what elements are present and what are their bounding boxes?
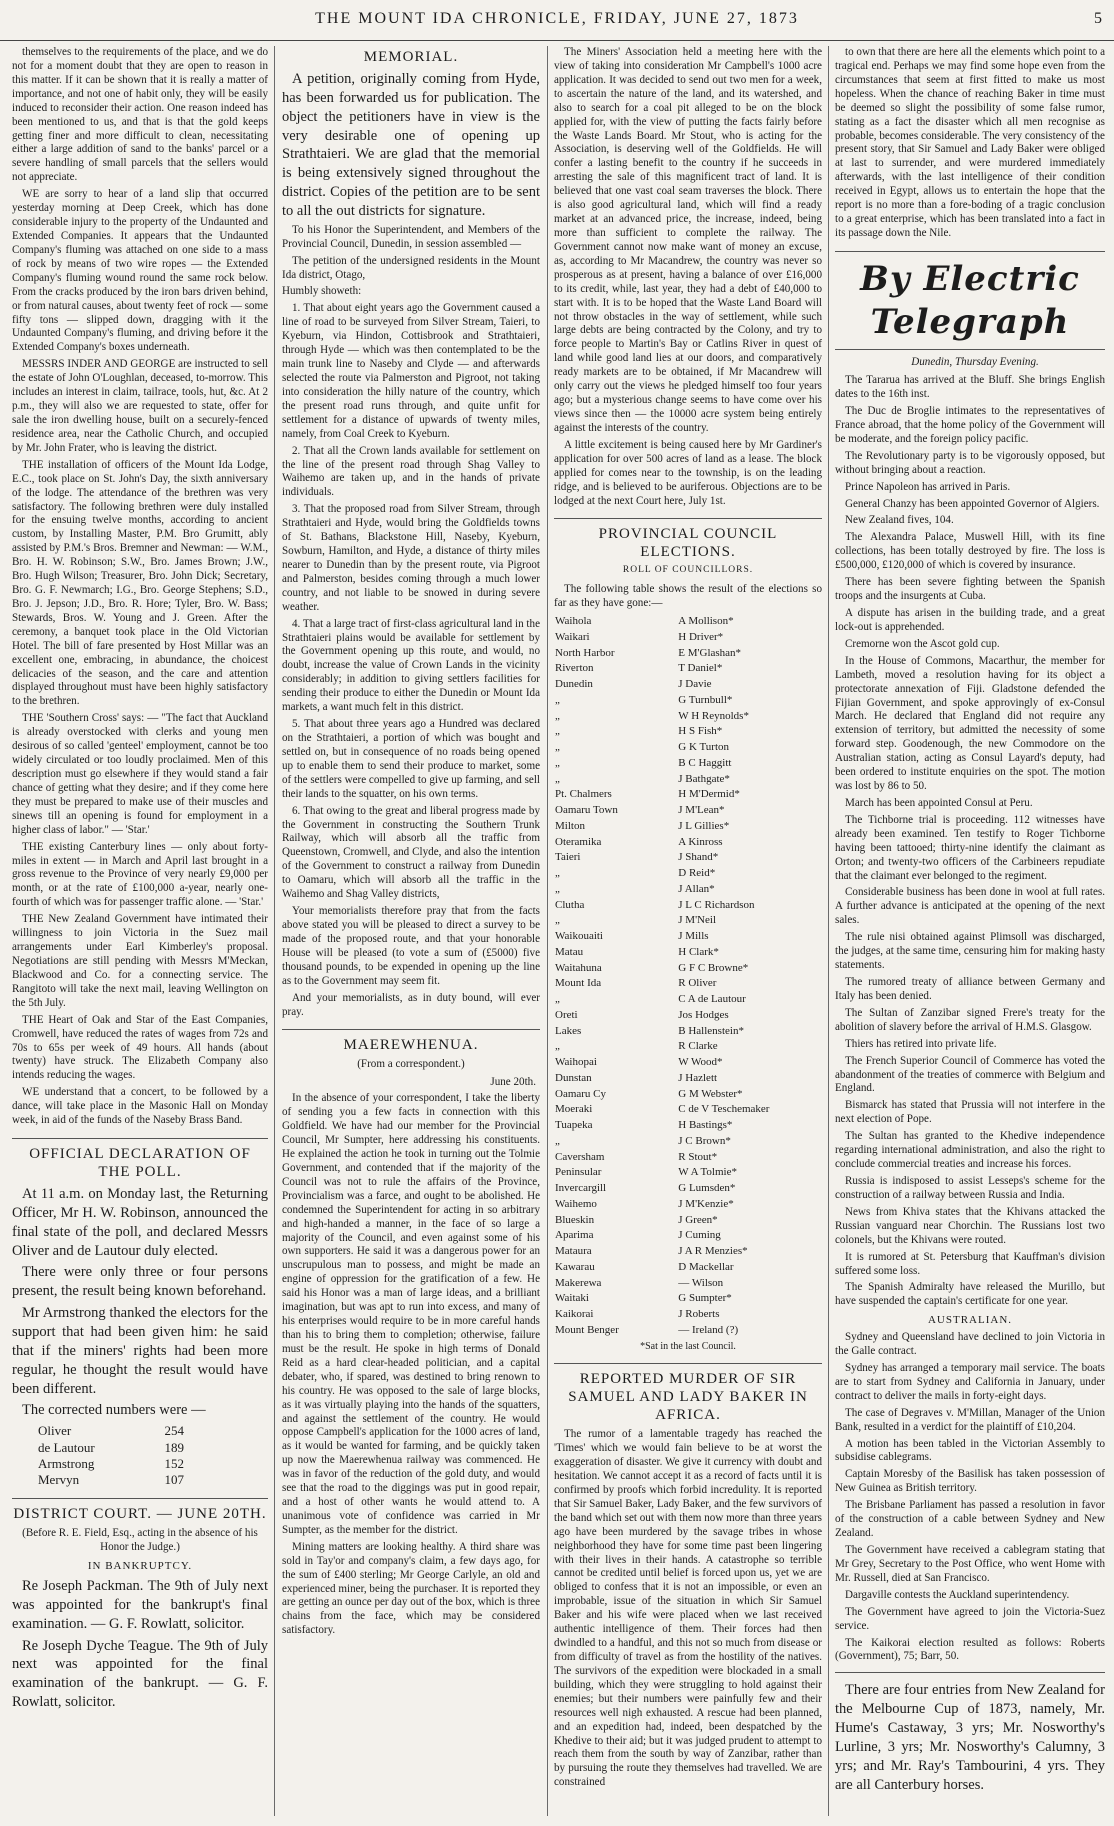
telegraph-item: The Tararua has arrived at the Bluff. She brings English dates to the 16th inst. — [835, 374, 1105, 401]
news-paragraph: THE installation of officers of the Mount Ida Lodge, E.C., took place on St. John's Day, the sixth anniversary of the lodge. The attendance of the brethren was very satisfactory. The following brethren were duly installed for the ensuing twelve months, according to ancient custom, by Installing Master, P.M. Bro Grumitt, ably assisted by P.M.'s Bros. Bremner and Newman: — W.M., Bro. H. W. Robinson; S.W., Bro. James Brown; J.W., Bro. Hugh Wilson; Treasurer, Bro. John Dick; Secretary, Bro. G. F. Newmarch; I.G., Bro. George Stephens; S.D., Bro. J. Jepson; J.D., Bro. R. Hore; Tyler, Bro. W. Bass; Stewards, Bros. W. Young and J. Green. After the ceremony, a banquet took place in the Old Victorian Hotel. The bill of fare presented by Host Millar was an excellent one, embracing, in abundance, the choicest delicacies of the season, and the care and attention displayed throughout must have been highly satisfactory to the brethren. — [12, 458, 268, 708]
councillor-row — [554, 709, 822, 725]
councillor-row — [554, 787, 822, 803]
telegraph-item: The Alexandra Palace, Muswell Hill, with its fine collections, has been totally destroyed by fire. The loss is £500,000, £120,000 of which is covered by insurance. — [835, 531, 1105, 572]
australian-news — [835, 1331, 1105, 1664]
page-number: 5 — [1094, 10, 1102, 27]
councillor-name: J M'Kenzie* — [678, 1197, 734, 1210]
councillor-name: G Lumsden* — [678, 1182, 736, 1195]
councillor-row — [554, 772, 822, 788]
councillors-table — [554, 614, 822, 1339]
memorial-heading: MEMORIAL. — [363, 49, 459, 65]
councillor-row — [554, 835, 822, 851]
district-name: „ — [555, 914, 560, 927]
councillor-name: J L C Richardson — [678, 898, 755, 911]
telegraph-item: Russia is indisposed to assist Lesseps's scheme for the construction of a railway between Russia and India. — [835, 1175, 1105, 1201]
roll-heading: ROLL OF COUNCILLORS. — [622, 565, 754, 576]
councillor-name: G K Turton — [678, 741, 730, 754]
australian-item: The Government have agreed to join the Victoria-Suez service. — [835, 1605, 1105, 1632]
candidate-name: Mervyn — [38, 1472, 80, 1488]
councillor-row — [554, 1291, 822, 1307]
councillor-name: C A de Lautour — [678, 993, 746, 1006]
declaration-paragraph: The corrected numbers were — — [22, 1402, 206, 1419]
councillor-name: J L Gillies* — [678, 819, 730, 832]
district-name: Waihola — [555, 615, 592, 628]
baker-continued: to own that there are here all the elements which point to a tragical end. Perhaps we may find some hope even from the circumstances that seem at first fitted to make us most hopeless. When the chance of reaching Baker in time must be deemed so slight the possibility of some false rumor, stating as a fact the disaster which all men recognise as probable, becomes considerable. The very consistency of the present story, that Sir Samuel and Lady Baker were obliged at last to surrender, and were murdered immediately afterwards, with the last intelligence of their condition received in Egypt, allows us to entertain the hope that the report is no more than a fore-boding of a tragic conclusion to a great enterprise, which has been translated into a fact in its passage down the Nile. — [835, 46, 1105, 239]
telegraph-item: Thiers has retired into private life. — [845, 1037, 997, 1050]
telegraph-item: Prince Napoleon has arrived in Paris. — [845, 480, 1011, 493]
councillor-row — [554, 1307, 822, 1323]
councillor-name: J Davie — [678, 678, 712, 691]
councillor-row — [554, 1165, 822, 1181]
district-name: Waihemo — [555, 1197, 597, 1210]
elections-heading: PROVINCIAL COUNCIL ELECTIONS. — [554, 518, 822, 561]
section-rule — [835, 1672, 1105, 1677]
councillor-name: J Shand* — [678, 851, 719, 864]
telegraph-banner: By Electric Telegraph — [835, 251, 1105, 350]
district-name: Waihopai — [555, 1056, 597, 1069]
australian-item: Sydney and Queensland have declined to join Victoria in the Galle contract. — [835, 1331, 1105, 1358]
councillor-row — [554, 913, 822, 929]
petition-paragraph: 1. That about eight years ago the Government caused a line of road to be surveyed from Silver Stream, Taieri, to Kyeburn, via Hindon, Cottisbrook and Strathtaieri, through Hyde — which was then contemplated to be the main trunk line to Naseby and Clyde — and afterwards selected the route via Palmerston and Pigroot, not taking into consideration the hilly nature of the country, which the present road runs through, and quite unfit for settlement for a distance of upwards of twenty miles, namely, from Coal Creek to Kyeburn. — [282, 302, 540, 440]
address-line: To his Honor the Superintendent, and Members of the Provincial Council, Dunedin, in session assembled — — [282, 223, 540, 250]
councillor-name: C de V Teschemaker — [678, 1103, 770, 1116]
telegraph-item: The Revolutionary party is to be vigorously opposed, but without bringing about a reaction. — [835, 449, 1105, 476]
councillor-row — [554, 1039, 822, 1055]
petition-paragraph: 6. That owing to the great and liberal progress made by the Government in constructing the Southern Trunk Railway, which will absorb all the traffic from Queenstown, Cromwell, and Clyde, and also the intention of the Government to construct a railway from Dunedin to Oamaru, which will absorb all the traffic in the Waihemo and Shag Valley districts, — [282, 804, 540, 901]
bankruptcy-subhead: IN BANKRUPTCY. — [87, 1560, 193, 1573]
district-name: Tuapeka — [555, 1119, 593, 1132]
telegraph-item: There has been severe fighting between the Spanish troops and the insurgents at Cuba. — [835, 576, 1105, 603]
candidate-votes: 107 — [164, 1472, 184, 1488]
district-name: Milton — [555, 819, 585, 832]
news-paragraph: THE existing Canterbury lines — only about forty-miles in extent — in March and April last brought in a gross revenue to the Province of very nearly £9,000 per month, or at the rate of £100,000 a-year, nearly one-fourth of which was for passenger traffic alone. — 'Star.' — [12, 840, 268, 909]
district-name: Peninsular — [555, 1166, 602, 1179]
district-name: Waikouaiti — [555, 930, 603, 943]
petition-paragraph: 2. That all the Crown lands available for settlement on the line of the present road through Shag Valley to Waihemo are taken up, and in the hands of private individuals. — [282, 444, 540, 499]
councillor-row — [554, 614, 822, 630]
councillor-name: H S Fish* — [678, 725, 723, 738]
column-3 — [554, 46, 822, 1818]
district-name: Aparima — [555, 1229, 594, 1242]
district-name: „ — [555, 882, 560, 895]
district-name: Dunedin — [555, 678, 593, 691]
maerewhenua-paragraph: In the absence of your correspondent, I take the liberty of sending you a few facts in connection with this Goldfield. We have had our member for the Provincial Council, Mr Sumpter, here addressing his constituents. He explained the action he took in turning out the Tolmie Government, and contended that if the majority of the Council was not to rule the affairs of the Province, Provincialism was a farce, and ought to be abolished. He condemned the Superintendent for acting in so arbitrary and high-handed a manner, in the face of so large a majority of the Council, and even against some of his own supporters. He said it was a dangerous power for an unscrupulous man to possess, and might be made an engine of oppression for the gratification of a few. He said his Honor was a man of large ideas, and a brilliant imagination, but was apt to run into excess, and many of his enterprises would require to be in more careful hands than his to bring them to completion; otherwise, failure must be the result. He spoke in high terms of Donald Reid as a hard clear-headed politician, and a capital debater, who, if spared, was destined to bring renown to his country. He was opposed to the sale of large blocks, as it was virtually playing into the hands of the squatters, and against the settlement of the country. He would oppose Campbell's application for the 1000 acres of land, as it would be wanted for farming, and be quickly taken up now the Maerewhenua railway was commenced. He was in favor of the reduction of the gold duty, and would see that the road to the diggings was put in good repair, and a host of other wants he would attend to. A unanimous vote of confidence was carried in Mr Sumpter, as the member for the district. — [282, 1092, 540, 1536]
telegraph-item: The Spanish Admiralty have released the Murillo, but have suspended the captain's certificate for one year. — [835, 1281, 1105, 1308]
poll-table — [36, 1423, 186, 1488]
court-intro: (Before R. E. Field, Esq., acting in the absence of his Honor the Judge.) — [22, 1527, 258, 1554]
declaration-paragraph: There were only three or four persons present, the result being known beforehand. — [12, 1264, 268, 1300]
district-name: Pt. Chalmers — [555, 788, 612, 801]
petition-paragraph: And your memorialists, as in duty bound, will ever pray. — [282, 991, 540, 1018]
councillor-row — [554, 929, 822, 945]
councillor-name: T Daniel* — [678, 662, 723, 675]
australian-item: Captain Moresby of the Basilisk has taken possession of New Guinea as British territory. — [835, 1468, 1105, 1495]
column-rule — [547, 46, 548, 1816]
newspaper-title: THE MOUNT IDA CHRONICLE, FRIDAY, JUNE 27, 1873 — [315, 10, 799, 27]
telegraph-item: Considerable business has been done in wool at full rates. A further advance is anticipated at the opening of the next sales. — [835, 886, 1105, 927]
councillor-name: J Roberts — [678, 1308, 720, 1321]
councillor-row — [554, 740, 822, 756]
councillor-name: J Green* — [678, 1213, 718, 1226]
councillor-name: J M'Lean* — [678, 804, 725, 817]
councillor-name: A Mollison* — [678, 615, 734, 628]
roll-intro: The following table shows the result of the elections so far as they have gone:— — [554, 583, 822, 610]
district-name: Lakes — [555, 1024, 582, 1037]
telegraph-item: Bismarck has stated that Prussia will not interfere in the next election of Pope. — [835, 1099, 1105, 1126]
news-paragraph: WE understand that a concert, to be followed by a dance, will take place in the Masonic Hall on Monday week, in aid of the funds of the Naseby Brass Band. — [12, 1086, 268, 1127]
telegraph-item: March has been appointed Consul at Peru. — [845, 796, 1033, 809]
address-line: The petition of the undersigned residents in the Mount Ida district, Otago, — [282, 254, 540, 281]
councillor-name: J Cuming — [678, 1229, 721, 1242]
maerewhenua-paragraph: Mining matters are looking healthy. A third share was sold in Tay'or and company's claim, a few days ago, for the sum of £400 sterling; Mr George Carlyle, an old and experienced miner, being the purchaser. It is reported they are getting an ounce per day out of the box, which is three chains from the face, which may be considered satisfactory. — [282, 1540, 540, 1637]
telegraph-item: The rumored treaty of alliance between Germany and Italy has been denied. — [835, 976, 1105, 1002]
councillor-row — [554, 756, 822, 772]
court-paragraph: Re Joseph Packman. The 9th of July next was appointed for the bankrupt's final examination. — G. F. Rowlatt, solicitor. — [12, 1578, 268, 1632]
district-name: Oamaru Cy — [555, 1087, 607, 1100]
district-name: Makerewa — [555, 1276, 602, 1289]
councillor-name: — Wilson — [678, 1276, 724, 1289]
councillor-row — [554, 677, 822, 693]
councillor-name: H Driver* — [678, 630, 724, 643]
declaration-heading: OFFICIAL DECLARATION OF THE POLL. — [12, 1138, 268, 1181]
councillor-name: H Clark* — [678, 945, 719, 958]
councillor-row — [554, 724, 822, 740]
district-name: North Harbor — [555, 646, 615, 659]
councillor-row — [554, 1181, 822, 1197]
court-heading: DISTRICT COURT. — JUNE 20TH. — [12, 1498, 268, 1523]
councillor-name: H M'Dermid* — [678, 788, 740, 801]
local-news — [12, 46, 268, 1128]
councillor-row — [554, 1260, 822, 1276]
councillor-row — [554, 992, 822, 1008]
councillor-name: A Kinross — [678, 835, 723, 848]
australian-item: The case of Degraves v. M'Millan, Manager of the Union Bank, resulted in a verdict for the plaintiff of £10,204. — [835, 1406, 1105, 1433]
district-name: „ — [555, 772, 560, 785]
telegraph-item: The rule nisi obtained against Plimsoll was discharged, the judges, at the same time, censuring him for making hasty statements. — [835, 931, 1105, 972]
councillor-name: D Reid* — [678, 867, 716, 880]
councillor-name: B C Haggitt — [678, 756, 732, 769]
councillor-row — [554, 1228, 822, 1244]
poll-row — [36, 1456, 186, 1472]
councillor-name: W Wood* — [678, 1056, 723, 1069]
councillor-row — [554, 1008, 822, 1024]
councillor-row — [554, 1150, 822, 1166]
news-paragraph: themselves to the requirements of the place, and we do not for a moment doubt that they are open to reason in this matter. If it can be shown that it is really a matter of importance, and not one of habit only, they will be easily induced to reconsider their action. One reason indeed has been mentioned to us, and that is that the gold keeps getting finer and more difficult to clean, necessitating either a large addition of sand to the banks' parcel or a severe handling of small parcels that the sellers would not appreciate. — [12, 46, 268, 184]
councillor-row — [554, 1323, 822, 1339]
telegraph-item: The Tichborne trial is proceeding. 112 witnesses have already been examined. Ten testify to Roger Tichborne having been tattooed; thirty-nine identify the claimant as Orton; and twenty-two officers of the Carbineers repudiate that the claimant ever belonged to the regiment. — [835, 813, 1105, 882]
councillor-row — [554, 693, 822, 709]
district-name: Riverton — [555, 662, 594, 675]
district-name: Caversham — [555, 1150, 605, 1163]
masthead — [0, 0, 1114, 41]
councillor-row — [554, 1055, 822, 1071]
councillor-row — [554, 1071, 822, 1087]
councillor-row — [554, 1244, 822, 1260]
telegraph-item: A dispute has arisen in the building trade, and a great lock-out is apprehended. — [835, 606, 1105, 633]
councillor-row — [554, 866, 822, 882]
councillor-name: R Clarke — [678, 1040, 718, 1053]
councillor-name: W A Tolmie* — [678, 1166, 737, 1179]
councillor-name: J M'Neil — [678, 914, 716, 927]
councillor-name: G M Webster* — [678, 1087, 743, 1100]
councillor-name: J Allan* — [678, 882, 715, 895]
memorial-intro: A petition, originally coming from Hyde, has been forwarded us for publication. The object the petitioners have in view is the very desirable one of opening up Strathtaieri. We are glad that the memorial is being extensively signed throughout the district. Copies of the petition are to be sent to all the out districts for signature. — [282, 71, 540, 219]
district-name: „ — [555, 1134, 560, 1147]
district-name: Kawarau — [555, 1260, 595, 1273]
district-name: Oteramika — [555, 835, 602, 848]
district-name: Blueskin — [555, 1213, 595, 1226]
councillor-name: E M'Glashan* — [678, 646, 742, 659]
councillor-name: G Turnbull* — [678, 693, 733, 706]
councillor-row — [554, 1102, 822, 1118]
district-name: Mount Ida — [555, 977, 602, 990]
district-name: Mataura — [555, 1245, 592, 1258]
telegraph-item: Cremorne won the Ascot gold cup. — [845, 637, 1000, 650]
district-name: „ — [555, 867, 560, 880]
melbourne-cup-paragraph: There are four entries from New Zealand for the Melbourne Cup of 1873, namely, Mr. Hume's Castaway, 3 yrs; Mr. Nosworthy's Lurline, 3 yrs; Mr. Nosworthy's Calumny, 3 yrs; and Mr. Ray's Tambourini, 4 yrs. They are all Canterbury horses. — [835, 1682, 1105, 1793]
councillor-name: J Hazlett — [678, 1071, 718, 1084]
declaration-paragraph: At 11 a.m. on Monday last, the Returning Officer, Mr H. W. Robinson, announced the final state of the poll, and declared Messrs Oliver and de Lautour duly elected. — [12, 1186, 268, 1259]
councillor-name: H Bastings* — [678, 1119, 733, 1132]
telegraph-item: It is rumored at St. Petersburg that Kauffman's division suffered some loss. — [835, 1250, 1105, 1277]
telegraph-item: The Duc de Broglie intimates to the representatives of France abroad, that the home policy of the Government will be moderate, and the foreign policy pacific. — [835, 404, 1105, 445]
district-name: Waitahuna — [555, 961, 602, 974]
candidate-votes: 189 — [164, 1439, 184, 1455]
councillor-name: D Mackellar — [678, 1260, 734, 1273]
councillor-row — [554, 1213, 822, 1229]
councillor-row — [554, 1118, 822, 1134]
district-name: Taieri — [555, 851, 581, 864]
telegraph-item: In the House of Commons, Macarthur, the member for Lambeth, moved a resolution having for its object a protectorate annexation of Fiji. Gladstone defended the Fijian Government, and spoke approvingly of ex-Consul March. He declared that England did not require any extension of territory, but admitted the necessity of some forward step. Goodenough, the new Commodore on the Australian station, acting as Consul Layard's deputy, had been ordered to institute enquiries on the spot. The motion was lost by 86 to 50. — [835, 654, 1105, 793]
district-name: Matau — [555, 945, 584, 958]
telegraph-news — [835, 374, 1105, 1309]
news-paragraph: THE New Zealand Government have intimated their willingness to join Victoria in the Suez mail arrangements under Earl Kimberley's proposal. Negotiations are still pending with Messrs M'Meckan, Blackwood and Co. for a connecting service. The Rangitoto will take the next mail, leaving Wellington on the 5th July. — [12, 913, 268, 1009]
poll-row — [36, 1472, 186, 1488]
candidate-name: Armstrong — [38, 1455, 95, 1471]
poll-row — [36, 1440, 186, 1456]
court-paragraph: Re Joseph Dyche Teague. The 9th of July next was appointed for the final examination of the bankrupt. — G. F. Rowlatt, solicitor. — [12, 1637, 268, 1711]
district-name: Oamaru Town — [555, 804, 618, 817]
australian-item: The Government have received a cablegram stating that Mr Grey, Secretary to the Post Office, who went Home with Mr. Russell, died at San Francisco. — [835, 1544, 1105, 1584]
councillor-name: B Hallenstein* — [678, 1024, 744, 1037]
councillor-name: J A R Menzies* — [678, 1245, 748, 1258]
councillor-row — [554, 1087, 822, 1103]
candidate-name: Oliver — [38, 1423, 72, 1439]
news-paragraph: WE are sorry to hear of a land slip that occurred yesterday morning at Deep Creek, which has done considerable injury to the property of the Undaunted and Extended Companies. It appears that the Undaunted Company's fluming was attached on one side to a mass of rock by means of two wire ropes — the Extended Company's fluming wound round the same rock below. From the cracks produced by the iron bars driven behind, or from natural causes, about twenty feet of rock — some fifty tons — slipped down, dragging with it the Undaunted Company's fluming, and driving before it the Extended Company's boxes underneath. — [12, 188, 268, 354]
councillor-name: Jos Hodges — [678, 1008, 729, 1021]
news-paragraph: The Miners' Association held a meeting here with the view of taking into consideration Mr Campbell's 1000 acre application. It was decided to send out two men for a week, to ascertain the nature of the land, and its watershed, and also to search for a coal pit alleged to be on the block applied for, with the view of putting the facts fairly before the Waste Lands Board. Mr Stout, who is acting for the Association, is deserving well of the Goldfields. He will confer a lasting benefit to the country if he succeeds in arresting the sale of this magnificent tract of land. It is believed that one vast coal seam traverses the block. There is also good agricultural land, which will find a ready market at an advanced price, the increase, indeed, being more than sufficient to complete the railway. The Government cannot now make want of money an excuse, as, according to Mr Macandrew, the country was never so prosperous as at present, having a balance of over £16,000 to its credit, while, last year, they had a debt of £40,000 to start with. It is to be hoped that the Waste Land Board will not throw obstacles in the way of settlement, while such large debts are being contracted by the Colony, and try to force people to Martin's Bay or Catlins River in quest of land while good land lies at our doors, and comparatively ready markets are to be obtained, if Mr Macandrew will only carry out the views he pledged himself too four years ago; but a mysterious change seems to have come over his views since then — the 10000 acre system being entirely against the interests of the country. — [554, 46, 822, 434]
district-name: Kaikorai — [555, 1308, 594, 1321]
maerewhenua-heading: MAEREWHENUA. — [282, 1029, 540, 1054]
councillor-row — [554, 630, 822, 646]
telegraph-item: General Chanzy has been appointed Governor of Algiers. — [845, 497, 1100, 510]
telegraph-item: News from Khiva states that the Khivans attacked the Russian vanguard near Chorchin. The Russians lost two colonels, but the Khivans were routed. — [835, 1205, 1105, 1246]
councillor-row — [554, 882, 822, 898]
news-paragraph: MESSRS INDER AND GEORGE are instructed to sell the estate of John O'Loughlan, deceased, to-morrow. This includes an interest in claim, tailrace, tools, hut, &c. At 2 p.m., they will also we are requested to state, offer for sale the iron dwelling house, built on a securely-fenced residence area, near the Catholic Church, and occupied by Mr. John Frater, who is leaving the district. — [12, 358, 268, 454]
district-name: „ — [555, 1040, 560, 1053]
australian-item: Sydney has arranged a temporary mail service. The boats are to start from Sydney and California in January, under contract to deliver the mails in forty-eight days. — [835, 1361, 1105, 1402]
district-name: Dunstan — [555, 1071, 592, 1084]
declaration-paragraph: Mr Armstrong thanked the electors for the support that had been given him: he said that if the miners' rights had been more regular, he thought the result would have been different. — [12, 1305, 268, 1397]
telegraph-item: The French Superior Council of Commerce has voted the abandonment of the treaties of commerce with Belgium and England. — [835, 1054, 1105, 1095]
roll-note: *Sat in the last Council. — [640, 1340, 736, 1352]
councillor-name: G Sumpter* — [678, 1292, 732, 1305]
news-paragraph: A little excitement is being caused here by Mr Gardiner's application for over 500 acres of land as a lease. The block applied for comes near to the township, is on the leading ridge, and is believed to be auriferous. Objections are to be lodged at the next Court here, July 1st. — [554, 438, 822, 507]
district-name: „ — [555, 741, 560, 754]
column-2 — [282, 46, 540, 1818]
baker-paragraph: The rumor of a lamentable tragedy has reached the 'Times' which we would fain believe to be at worst the exaggeration of disaster. We give it currency with doubt and hesitation. We cannot accept it as a record of facts until it is confirmed by proofs which forbid incredulity. It is reported that Sir Samuel Baker, Lady Baker, and the few survivors of the band which set out with them now more than three years ago have been murdered by the savage tribes in whose neighborhood they have for some time past been lingering with their lives in their hands. A catastrophe so terrible cannot be credited until belief is forced upon us, yet we are obliged to confess that it is not an impossible, or even an improbable, issue of the situation in which Sir Samuel Baker and his wife were placed when we last received authentic intelligence of them. Their forces had then dwindled to a handful, and this not so much from disease or from difficulty of travel as from the hostility of the natives. The survivors of the expedition were blockaded in a small building, which they were struggling to hold against their enemies; but their numbers were painfully few and their resources well nigh exhausted. A rescue had been planned, and an expedition had, indeed, been despatched by the Khedive to their aid; but it was judged prudent to attempt to reach them from the south by way of Zanzibar, rather than by pursuing the route they themselves had travelled. We are constrained — [554, 1428, 822, 1789]
column-1 — [12, 46, 268, 1818]
dateline: Dunedin, Thursday Evening. — [911, 356, 1039, 369]
district-name: „ — [555, 725, 560, 738]
councillor-name: R Oliver — [678, 977, 717, 990]
district-name: „ — [555, 693, 560, 706]
councillor-row — [554, 945, 822, 961]
news-paragraph: THE Heart of Oak and Star of the East Companies, Cromwell, have reduced the rates of wages from 72s and 70s to 65s per week of 49 hours. All hands (about twenty) have struck. The Elizabeth Company also intends reducing the wages. — [12, 1013, 268, 1082]
councillor-row — [554, 850, 822, 866]
petition-paragraph: 5. That about three years ago a Hundred was declared on the Strathtaieri, a portion of which was bought and settled on, but in consequence of no roads being opened up to enable them to send their produce to market, some of the settlers were compelled to give up farming, and sell their lands to the squatter, on his own terms. — [282, 718, 540, 800]
australian-item: Dargaville contests the Auckland superintendency. — [845, 1588, 1070, 1601]
councillor-name: R Stout* — [678, 1150, 718, 1163]
petition-paragraph: 4. That a large tract of first-class agricultural land in the Strathtaieri plains would be available for settlement by the Government opening up this route, and would, no doubt, increase the value of Crown Lands in the vicinity considerably; in addition to giving settlers facilities for sending their produce to either the Dunedin or Mount Ida markets, a want much felt in this district. — [282, 617, 540, 714]
councillor-name: G F C Browne* — [678, 961, 749, 974]
australian-item: The Brisbane Parliament has passed a resolution in favor of the construction of a cable between Sydney and New Zealand. — [835, 1499, 1105, 1540]
column-4 — [835, 46, 1105, 1818]
correspondent-note: (From a correspondent.) — [357, 1058, 465, 1071]
councillor-row — [554, 976, 822, 992]
district-name: Mount Benger — [555, 1323, 619, 1336]
councillor-name: W H Reynolds* — [678, 709, 749, 722]
candidate-votes: 152 — [164, 1455, 184, 1471]
column-rule — [274, 46, 275, 1816]
councillor-name: — Ireland (?) — [678, 1323, 739, 1336]
district-name: Moeraki — [555, 1103, 593, 1116]
councillor-row — [554, 661, 822, 677]
councillor-row — [554, 819, 822, 835]
district-name: Oreti — [555, 1008, 578, 1021]
address-line: Humbly showeth: — [282, 285, 362, 298]
district-name: Waikari — [555, 630, 590, 643]
baker-heading: REPORTED MURDER OF SIR SAMUEL AND LADY BAKER IN AFRICA. — [554, 1363, 822, 1424]
district-name: „ — [555, 756, 560, 769]
councillor-name: J Bathgate* — [678, 772, 730, 785]
district-name: Clutha — [555, 898, 585, 911]
district-name: „ — [555, 709, 560, 722]
councillor-row — [554, 1197, 822, 1213]
councillor-row — [554, 961, 822, 977]
councillor-row — [554, 1276, 822, 1292]
australian-item: The Kaikorai election resulted as follows: Roberts (Government), 75; Barr, 50. — [835, 1636, 1105, 1663]
australian-item: A motion has been tabled in the Victorian Assembly to subsidise cablegrams. — [835, 1437, 1105, 1464]
councillor-row — [554, 1134, 822, 1150]
petition-paragraph: Your memorialists therefore pray that from the facts above stated you will be pleased to direct a survey to be made of the proposed route, and that your honorable House will be pleased (to vote a sum of (£5000) five thousand pounds, to be expended in opening up the line as to the Government may seem fit. — [282, 905, 540, 987]
councillor-name: J Mills — [678, 930, 709, 943]
telegraph-item: The Sultan of Zanzibar signed Frere's treaty for the abolition of slavery before the arrival of H.M.S. Glasgow. — [835, 1006, 1105, 1033]
dateline: June 20th. — [490, 1076, 536, 1089]
district-name: „ — [555, 993, 560, 1006]
candidate-name: de Lautour — [38, 1439, 95, 1455]
councillor-row — [554, 1024, 822, 1040]
petition-paragraph: 3. That the proposed road from Silver Stream, through Strathtaieri and Hyde, would bring the Goldfields towns of St. Bathans, Blackstone Hill, Naseby, Kyeburn, Sowburn, Hamilton, and Hyde, a distance of thirty miles nearer to Dunedin than by the present route, via Pigroot and Palmerston, besides coming through a much lower country, and not liable to be snowed in during severe weather. — [282, 503, 540, 613]
candidate-votes: 254 — [164, 1423, 184, 1439]
australian-subhead: AUSTRALIAN. — [927, 1314, 1013, 1327]
councillor-name: J C Brown* — [678, 1134, 731, 1147]
telegraph-item: New Zealand fives, 104. — [845, 514, 954, 527]
telegraph-item: The Sultan has granted to the Khedive independence regarding international administration, and also the right to conclude commercial treaties and increase his forces. — [835, 1130, 1105, 1171]
poll-row — [36, 1423, 186, 1439]
district-name: Invercargill — [555, 1182, 607, 1195]
councillor-row — [554, 646, 822, 662]
column-rule — [828, 46, 829, 1816]
news-paragraph: THE 'Southern Cross' says: — "The fact that Auckland is already overstocked with clerks and young men desirous of so called 'genteel' employment, cannot be too widely circulated or too loudly proclaimed. Men of this description must go elsewhere if they would stand a fair chance of getting what they desire; and if they come here they must be prepared to make use of their muscles and sinews till an opening is found for employment in a higher class of labor." — 'Star.' — [12, 712, 268, 836]
councillor-row — [554, 898, 822, 914]
district-name: Waitaki — [555, 1292, 589, 1305]
councillor-row — [554, 803, 822, 819]
